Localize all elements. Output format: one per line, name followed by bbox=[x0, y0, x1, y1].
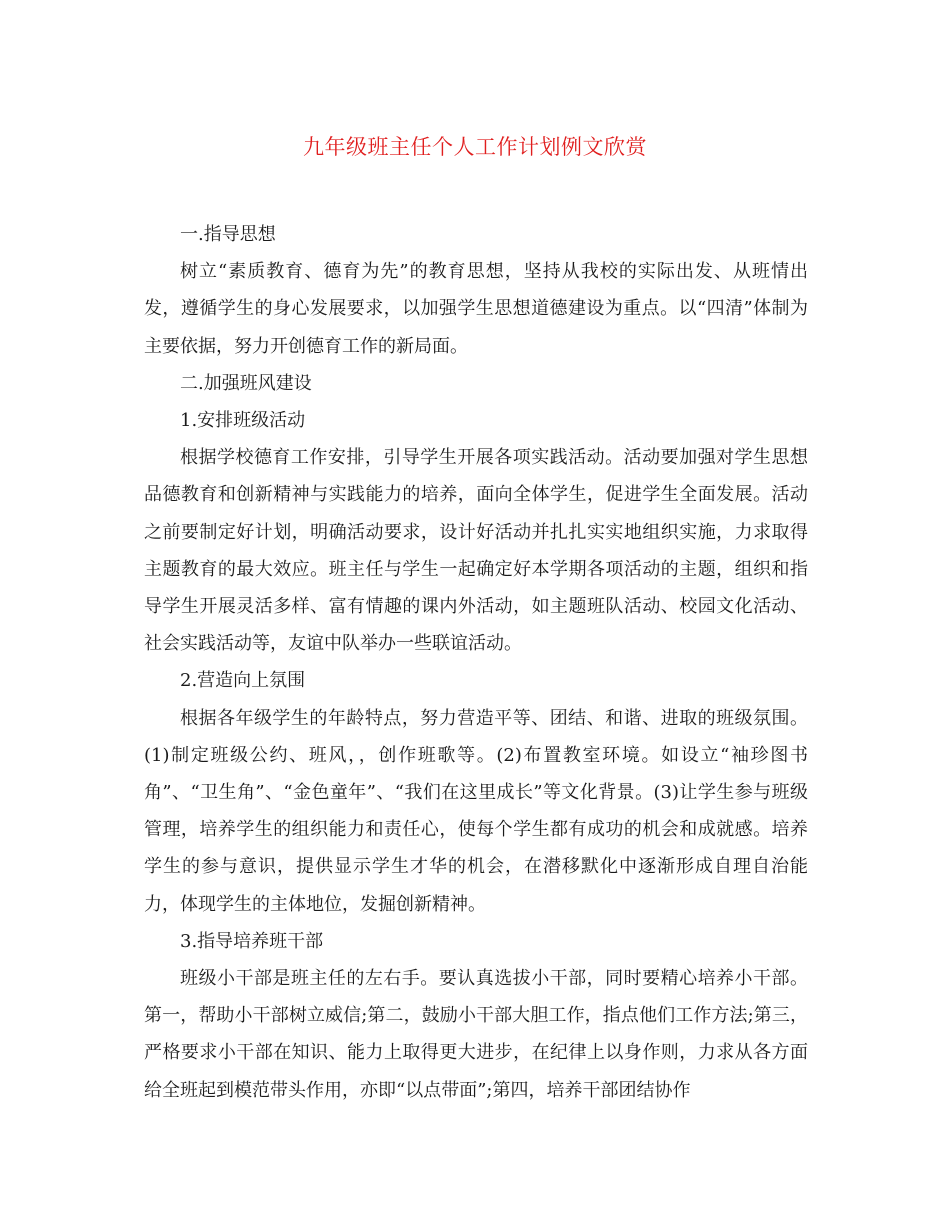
section-heading-guiding-ideology: 一.指导思想 bbox=[180, 224, 276, 245]
paragraph-class-activities: 根据学校德育工作安排，引导学生开展各项实践活动。活动要加强对学生思想品德教育和创新精神与实践能力的培养，面向全体学生，促进学生全面发展。活动之前要制定好计划，明确活动要求，设计好活动并扎扎实实地组织实施，力求取得主题教育的最大效应。班主任与学生一起确定好本学期各项活动的主题，组织和指导学生开展灵活多样、富有情趣的课内外活动，如主题班队活动、校园文化活动、社会实践活动等，友谊中队举办一些联谊活动。 bbox=[144, 447, 808, 655]
paragraph-guiding-ideology: 树立“素质教育、德育为先”的教育思想，坚持从我校的实际出发、从班情出发，遵循学生的身心发展要求，以加强学生思想道德建设为重点。以“四清”体制为主要依据，努力开创德育工作的新局面。 bbox=[144, 261, 808, 357]
paragraph-positive-atmosphere: 根据各年级学生的年龄特点，努力营造平等、团结、和谐、进取的班级氛围。(1)制定班级公约、班风，，创作班歌等。(2)布置教室环境。如设立“袖珍图书角”、“卫生角”、“金色童年”、“我们在这里成长”等文化背景。(3)让学生参与班级管理，培养学生的组织能力和责任心，使每个学生都有成功的机会和成就感。培养学生的参与意识，提供显示学生才华的机会，在潜移默化中逐渐形成自理自治能力，体现学生的主体地位，发掘创新精神。 bbox=[144, 707, 808, 915]
paragraph-class-cadres: 班级小干部是班主任的左右手。要认真选拔小干部，同时要精心培养小干部。第一，帮助小干部树立威信;第二，鼓励小干部大胆工作，指点他们工作方法;第三，严格要求小干部在知识、能力上取得更大进步，在纪律上以身作则，力求从各方面给全班起到模范带头作用，亦即“以点带面”;第四，培养干部团结协作 bbox=[144, 968, 808, 1101]
subheading-class-cadres: 3.指导培养班干部 bbox=[180, 930, 324, 952]
subheading-class-activities: 1.安排班级活动 bbox=[180, 410, 306, 432]
document-body bbox=[144, 216, 808, 1109]
document-title: 九年级班主任个人工作计划例文欣赏 bbox=[303, 135, 647, 159]
section-heading-class-style: 二.加强班风建设 bbox=[180, 372, 312, 394]
subheading-positive-atmosphere: 2.营造向上氛围 bbox=[180, 670, 306, 692]
